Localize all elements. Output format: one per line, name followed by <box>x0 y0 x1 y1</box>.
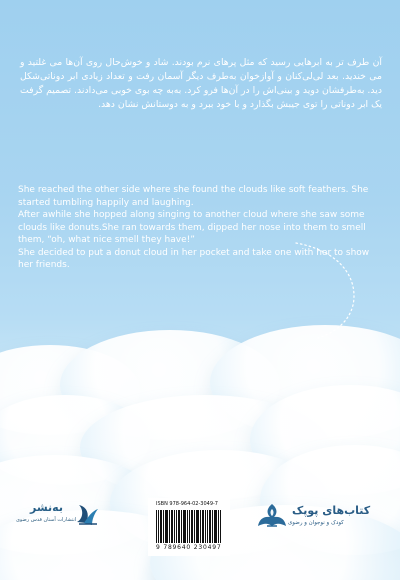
publisher-left-name: به‌نشر <box>30 501 63 514</box>
publisher-left-logo <box>10 497 104 537</box>
back-cover-logos <box>0 460 400 580</box>
bird-logo-icon <box>256 502 288 534</box>
publisher-right-name: کتاب‌های پوپک <box>292 504 371 517</box>
publisher-logo-icon <box>74 501 100 527</box>
isbn-label: ISBN 978-964-02-3049-7 <box>156 501 218 507</box>
publisher-left-subtitle: انتشارات آستان قدس رضوی <box>16 517 77 523</box>
barcode-icon <box>156 510 222 543</box>
english-paragraph-2: After awhile she hopped along singing to another cloud where she saw some clouds like donuts.She ran towards them, dipped her nose into them to smell them, “oh, what nice smell they have!” <box>18 210 366 245</box>
english-paragraph-3: She decided to put a donut cloud in her pocket and take one with her to show her friends. <box>18 247 370 270</box>
persian-story-text: آن طرف تر به ابرهایی رسید که مثل پرهای نرم بودند. شاد و خوش‌حال روی آن‌ها می غلتید و می خندید. بعد لی‌لی‌کنان و آوازخوان به‌طرف دیگر آسمان رفت و تعداد زیادی ابر دوناتی‌شکل دید. به‌طرفشان دوید و بینی‌اش را در آن‌ها فرو کرد. به‌به چه بوی خوبی می‌دادند. تصمیم گرفت یک ابر دوناتی را توی جیبش بگذارد و با خود ببرد و به دوستانش نشان دهد. <box>20 57 382 110</box>
publisher-right-logo <box>248 498 380 538</box>
barcode-digits: 9 789640 230497 <box>156 544 222 551</box>
publisher-right-subtitle: کودک و نوجوان و رضوی <box>288 520 344 526</box>
english-story-text <box>18 184 375 272</box>
barcode-box <box>148 498 230 556</box>
english-paragraph-1: She reached the other side where she found the clouds like soft feathers. She started tumbling happily and laughing. <box>18 185 369 208</box>
